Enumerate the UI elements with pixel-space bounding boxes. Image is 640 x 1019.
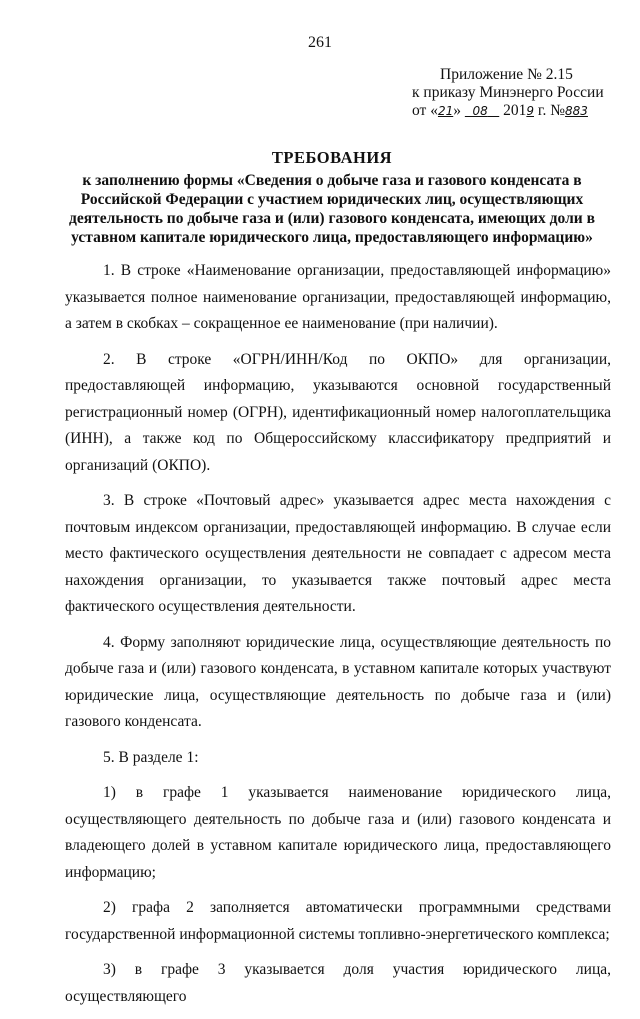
date-quote-close: » [453, 102, 461, 119]
document-title-block [62, 148, 602, 247]
appendix-title: Приложение № 2.15 [440, 66, 573, 83]
date-year-prefix: 201 [503, 102, 527, 119]
date-prefix: от « [412, 102, 438, 119]
appendix-date-line [412, 102, 612, 120]
date-number-label: г. № [537, 102, 566, 119]
date-month: 08 [472, 104, 488, 118]
paragraph-2: 2. В строке «ОГРН/ИНН/Код по ОКПО» для организации, предоставляющей информацию, указываются основной государственный регистрационный номер (ОГРН), идентификационный номер налогоплательщика (ИНН), а также код по Общероссийскому классификатору предприятий и организаций (ОКПО). [65, 350, 611, 474]
document-subtitle: к заполнению формы «Сведения о добыче газа и газового конденсата в Российской Федерации с участием юридических лиц, осуществляющих деятельность по добыче газа и (или) газового конденсата, имеющих доли в уставном капитале юридического лица, предоставляющего информацию» [69, 172, 595, 246]
appendix-order-ref: к приказу Минэнерго России [412, 84, 604, 101]
page-number: 261 [308, 34, 332, 51]
paragraph-5-item-3: 3) в графе 3 указывается доля участия юридического лица, осуществляющего [65, 961, 611, 1005]
paragraph-3: 3. В строке «Почтовый адрес» указывается адрес места нахождения с почтовым индексом организации, предоставляющей информацию. В случае если место фактического осуществления деятельности не совпадает с адресом места нахождения организации, то указывается также почтовый адрес места фактического осуществления деятельности. [65, 492, 611, 615]
appendix-block [412, 66, 612, 120]
date-number: 883 [565, 104, 588, 118]
paragraph-1: 1. В строке «Наименование организации, предоставляющей информацию» указывается полное наименование организации, предоставляющей информацию, а затем в скобках – сокращенное ее наименование (при наличии). [65, 262, 611, 332]
date-day: 21 [437, 104, 454, 118]
paragraph-5-item-1: 1) в графе 1 указывается наименование юридического лица, осуществляющего деятельность по добыче газа и (или) газового конденсата и владеющего долей в уставном капитале юридического лица, предоставляющего информацию; [65, 784, 611, 881]
paragraph-5-item-2: 2) графа 2 заполняется автоматически программными средствами государственной информационной системы топливно-энергетического комплекса; [65, 899, 611, 943]
paragraph-5: 5. В разделе 1: [103, 748, 199, 766]
paragraph-4: 4. Форму заполняют юридические лица, осуществляющие деятельность по добыче газа и (или) газового конденсата, в уставном капитале которых участвуют юридические лица, осуществляющие деятельность по добыче газа и (или) газового конденсата. [65, 633, 611, 730]
document-title: ТРЕБОВАНИЯ [271, 148, 393, 167]
date-year-suffix: 9 [526, 104, 534, 118]
